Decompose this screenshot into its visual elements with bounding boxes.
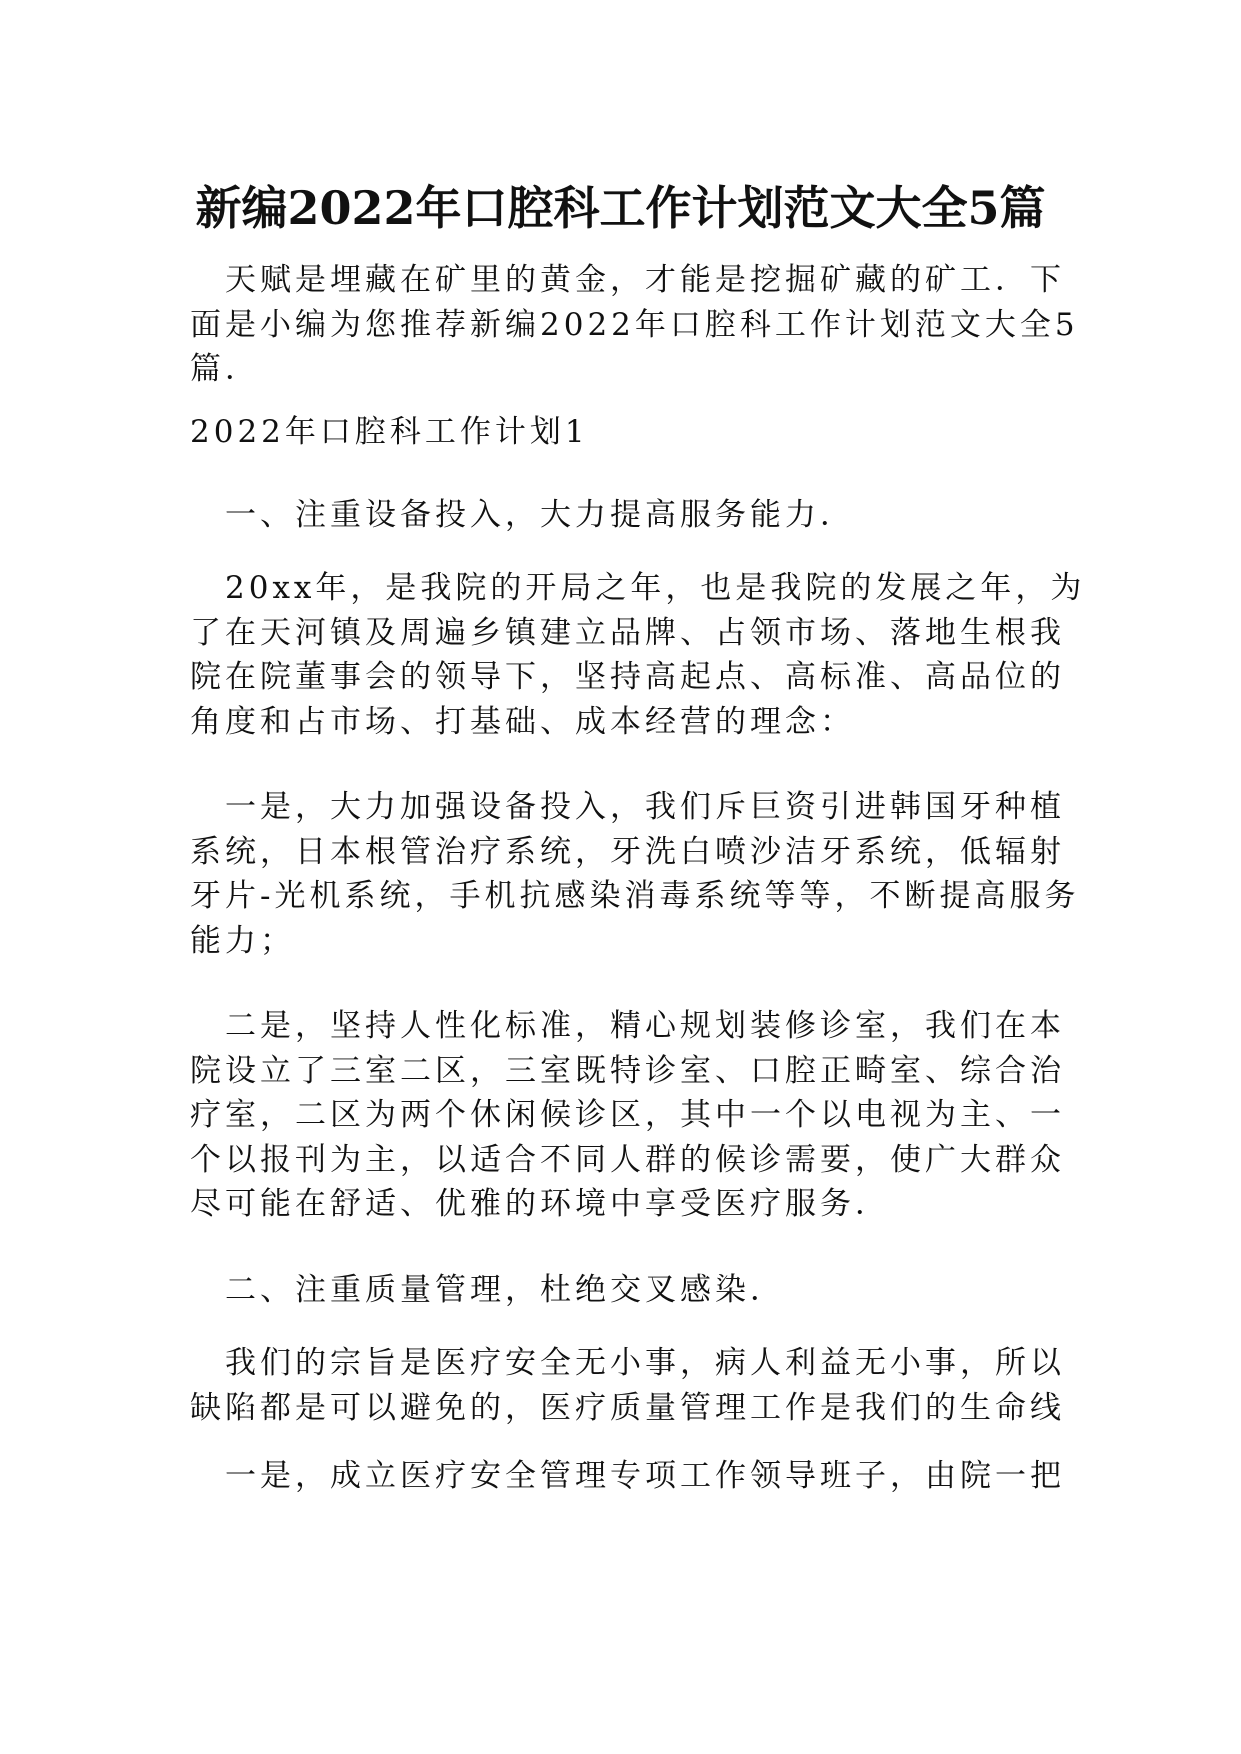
paragraph-line: 面是小编为您推荐新编2022年口腔科工作计划范文大全5 <box>190 306 1079 343</box>
section-heading-equipment <box>190 493 1040 538</box>
paragraph-line: 尽可能在舒适、优雅的环境中享受医疗服务． <box>190 1186 890 1222</box>
body-paragraph-clinic <box>190 1004 1065 1227</box>
paragraph-line: 院在院董事会的领导下，坚持高起点、高标准、高品位的 <box>190 659 1065 695</box>
paragraph-line: 了在天河镇及周遍乡镇建立品牌、占领市场、落地生根我 <box>190 614 1065 651</box>
paragraph-line: 能力； <box>190 922 295 959</box>
paragraph-line: 二、注重质量管理，杜绝交叉感染． <box>190 1272 785 1308</box>
paragraph-line: 一是，成立医疗安全管理专项工作领导班子，由院一把 <box>190 1458 1065 1494</box>
paragraph-line: 篇． <box>190 351 260 387</box>
paragraph-line: 角度和占市场、打基础、成本经营的理念： <box>190 703 855 740</box>
intro-paragraph <box>190 258 1079 392</box>
body-paragraph-equipment <box>190 785 1080 963</box>
body-paragraph-quality <box>190 1341 1065 1430</box>
body-paragraph-safety <box>190 1454 1065 1499</box>
paragraph-line: 院设立了三室二区，三室既特诊室、口腔正畸室、综合治 <box>190 1052 1065 1089</box>
paragraph-line: 二是，坚持人性化标准，精心规划装修诊室，我们在本 <box>190 1008 1065 1044</box>
paragraph-line: 20xx年，是我院的开局之年，也是我院的发展之年，为 <box>190 570 1086 606</box>
paragraph-line: 疗室，二区为两个休闲候诊区，其中一个以电视为主、一 <box>190 1097 1065 1133</box>
paragraph-line: 一是，大力加强设备投入，我们斥巨资引进韩国牙种植 <box>190 789 1065 825</box>
body-paragraph-year <box>190 566 1086 744</box>
paragraph-line: 缺陷都是可以避免的，医疗质量管理工作是我们的生命线 <box>190 1389 1065 1426</box>
section-heading-quality <box>190 1268 1040 1313</box>
paragraph-line: 我们的宗旨是医疗安全无小事，病人利益无小事，所以 <box>190 1345 1065 1381</box>
paragraph-line: 2022年口腔科工作计划1 <box>190 414 589 450</box>
paragraph-line: 系统，日本根管治疗系统，牙洗白喷沙洁牙系统，低辐射 <box>190 833 1065 870</box>
paragraph-line: 牙片-光机系统，手机抗感染消毒系统等等，不断提高服务 <box>190 878 1080 914</box>
section-heading-plan-1 <box>190 410 1040 455</box>
paragraph-line: 个以报刊为主，以适合不同人群的候诊需要，使广大群众 <box>190 1141 1065 1178</box>
paragraph-line: 天赋是埋藏在矿里的黄金，才能是挖掘矿藏的矿工．下 <box>190 262 1065 298</box>
paragraph-line: 一、注重设备投入，大力提高服务能力． <box>190 497 855 533</box>
document-title: 新编2022年口腔科工作计划范文大全5篇 <box>195 181 1046 235</box>
